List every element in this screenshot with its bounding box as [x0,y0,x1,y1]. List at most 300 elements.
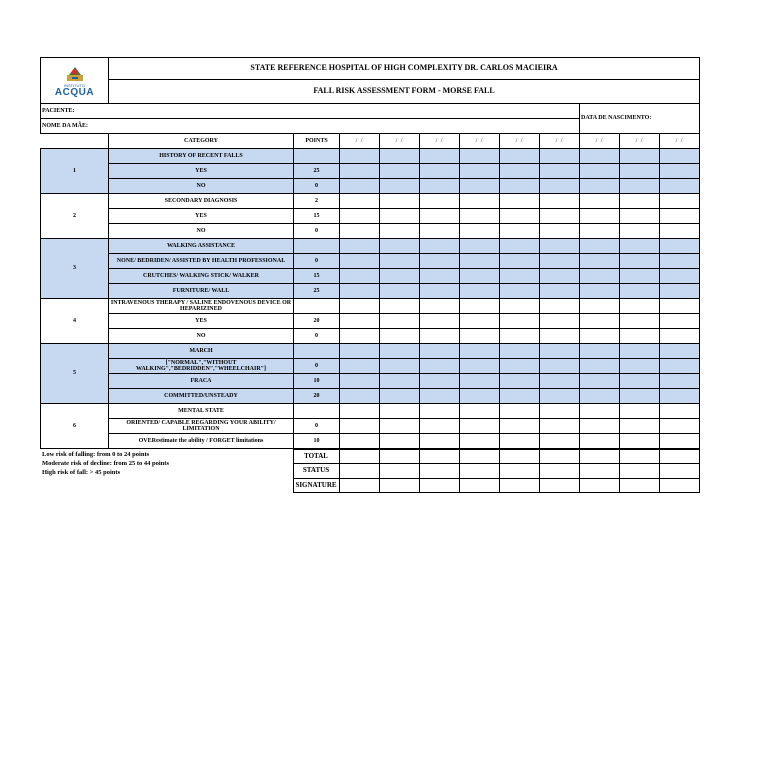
category-title-points: 2 [294,194,340,209]
score-cell[interactable] [620,314,660,329]
category-number: 6 [41,404,109,449]
score-cell[interactable] [340,239,380,254]
mother-name-field[interactable]: NOME DA MÃE: [41,119,580,134]
score-cell[interactable] [580,329,620,344]
score-cell[interactable] [500,254,540,269]
score-cell[interactable] [340,299,380,314]
option-label: YES [109,164,294,179]
option-label: FURNITURE/ WALL [109,284,294,299]
option-points: 20 [294,314,340,329]
category-option-row [41,284,700,299]
score-cell[interactable] [580,344,620,359]
score-cell[interactable] [380,374,420,389]
score-cell[interactable] [620,269,660,284]
score-cell[interactable] [580,374,620,389]
option-points: 0 [294,224,340,239]
paciente-field[interactable]: PACIENTE: [41,104,580,119]
option-label: CRUTCHES/ WALKING STICK/ WALKER [109,269,294,284]
total-cell[interactable] [579,450,619,464]
score-cell[interactable] [460,389,500,404]
score-cell[interactable] [420,164,460,179]
score-cell[interactable] [580,254,620,269]
score-cell[interactable] [460,404,500,419]
option-label: NO [109,329,294,344]
score-cell[interactable] [660,194,700,209]
birth-date-field[interactable]: DATA DE NASCIMENTO: [580,104,700,134]
score-cell[interactable] [540,149,580,164]
date-header[interactable]: / / [660,134,700,149]
score-cell[interactable] [540,419,580,434]
category-title-points [294,404,340,419]
score-cell[interactable] [380,209,420,224]
total-cell[interactable] [539,450,579,464]
score-cell[interactable] [620,224,660,239]
score-cell[interactable] [460,254,500,269]
score-cell[interactable] [420,179,460,194]
status-cell[interactable] [539,464,579,479]
score-cell[interactable] [420,209,460,224]
score-cell[interactable] [460,344,500,359]
score-cell[interactable] [660,359,700,374]
score-cell[interactable] [380,329,420,344]
score-cell[interactable] [340,344,380,359]
date-header[interactable]: / / [420,134,460,149]
score-cell[interactable] [500,374,540,389]
score-cell[interactable] [340,149,380,164]
category-option-row [41,329,700,344]
score-cell[interactable] [340,314,380,329]
score-cell[interactable] [340,329,380,344]
score-cell[interactable] [660,239,700,254]
score-cell[interactable] [580,419,620,434]
score-cell[interactable] [420,329,460,344]
category-title-row [41,239,700,254]
option-label: NO [109,224,294,239]
score-cell[interactable] [460,314,500,329]
score-cell[interactable] [420,434,460,449]
score-cell[interactable] [580,224,620,239]
score-cell[interactable] [340,419,380,434]
category-title-row [41,149,700,164]
score-cell[interactable] [540,209,580,224]
score-cell[interactable] [540,254,580,269]
score-cell[interactable] [340,194,380,209]
score-cell[interactable] [380,224,420,239]
score-cell[interactable] [460,284,500,299]
date-header[interactable]: / / [540,134,580,149]
category-title-row [41,194,700,209]
score-cell[interactable] [660,179,700,194]
score-cell[interactable] [500,419,540,434]
option-label: FRACA [109,374,294,389]
category-title-points [294,239,340,254]
hospital-name: STATE REFERENCE HOSPITAL OF HIGH COMPLEXITY DR. CARLOS MACIEIRA [109,58,700,80]
category-number: 3 [41,239,109,299]
signature-cell[interactable] [419,479,459,493]
score-cell[interactable] [420,269,460,284]
logo [41,58,109,104]
score-cell[interactable] [500,224,540,239]
status-cell[interactable] [659,464,699,479]
score-cell[interactable] [420,284,460,299]
score-cell[interactable] [420,299,460,314]
category-option-row [41,359,700,374]
legend-low: Low risk of falling: from 0 to 24 points [42,450,150,458]
score-cell[interactable] [380,434,420,449]
category-option-row [41,224,700,239]
score-cell[interactable] [580,194,620,209]
score-cell[interactable] [460,359,500,374]
score-cell[interactable] [620,299,660,314]
category-option-row [41,419,700,434]
score-cell[interactable] [420,194,460,209]
score-cell[interactable] [620,209,660,224]
score-cell[interactable] [540,194,580,209]
score-cell[interactable] [460,224,500,239]
score-cell[interactable] [500,284,540,299]
category-option-row [41,434,700,449]
option-label: ["NORMAL","WITHOUT WALKING","BEDRIDDEN","WHEELCHAIR"] [109,359,294,374]
category-title: HISTORY OF RECENT FALLS [109,149,294,164]
score-cell[interactable] [500,329,540,344]
score-cell[interactable] [540,179,580,194]
score-cell[interactable] [420,314,460,329]
score-cell[interactable] [580,299,620,314]
score-cell[interactable] [660,164,700,179]
total-label: TOTAL [293,450,339,464]
score-cell[interactable] [500,344,540,359]
score-cell[interactable] [420,239,460,254]
option-points: 25 [294,284,340,299]
score-cell[interactable] [460,419,500,434]
score-cell[interactable] [420,254,460,269]
score-cell[interactable] [500,359,540,374]
date-header[interactable]: / / [460,134,500,149]
category-title-row [41,299,700,314]
category-option-row [41,374,700,389]
score-cell[interactable] [500,149,540,164]
score-cell[interactable] [340,284,380,299]
score-cell[interactable] [340,209,380,224]
score-cell[interactable] [380,284,420,299]
score-cell[interactable] [380,164,420,179]
total-cell[interactable] [659,450,699,464]
score-cell[interactable] [460,209,500,224]
status-cell[interactable] [379,464,419,479]
score-cell[interactable] [340,269,380,284]
option-points: 0 [294,254,340,269]
category-option-row [41,164,700,179]
category-number: 4 [41,299,109,344]
category-title: INTRAVENOUS THERAPY / SALINE ENDOVENOUS DEVICE OR HEPARIZINED [109,299,294,314]
score-cell[interactable] [420,224,460,239]
score-cell[interactable] [620,164,660,179]
score-cell[interactable] [500,194,540,209]
option-label: OVERestimate the ability / FORGET limitations [109,434,294,449]
score-cell[interactable] [340,164,380,179]
category-title-row [41,344,700,359]
score-cell[interactable] [380,254,420,269]
score-cell[interactable] [420,419,460,434]
option-label: YES [109,314,294,329]
column-header-row [41,134,700,149]
score-cell[interactable] [340,179,380,194]
score-cell[interactable] [620,284,660,299]
form-title: FALL RISK ASSESSMENT FORM - MORSE FALL [109,80,700,104]
score-cell[interactable] [580,209,620,224]
score-cell[interactable] [660,149,700,164]
score-cell[interactable] [660,404,700,419]
date-header[interactable]: / / [340,134,380,149]
score-cell[interactable] [500,389,540,404]
score-cell[interactable] [340,254,380,269]
score-cell[interactable] [660,389,700,404]
score-cell[interactable] [660,254,700,269]
legend-moderate: Moderate risk of decline: from 25 to 44 points [42,459,169,467]
date-header[interactable]: / / [380,134,420,149]
signature-cell[interactable] [339,479,379,493]
score-cell[interactable] [620,434,660,449]
score-cell[interactable] [660,299,700,314]
option-label: COMMITTED/UNSTEADY [109,389,294,404]
score-cell[interactable] [620,389,660,404]
score-cell[interactable] [620,374,660,389]
score-cell[interactable] [580,239,620,254]
score-cell[interactable] [500,179,540,194]
signature-label: SIGNATURE [293,479,339,493]
score-cell[interactable] [580,164,620,179]
score-cell[interactable] [660,374,700,389]
category-number: 2 [41,194,109,239]
category-title: MENTAL STATE [109,404,294,419]
score-cell[interactable] [620,149,660,164]
score-cell[interactable] [580,314,620,329]
signature-cell[interactable] [379,479,419,493]
score-cell[interactable] [500,434,540,449]
score-cell[interactable] [460,434,500,449]
score-cell[interactable] [380,194,420,209]
score-cell[interactable] [500,269,540,284]
score-cell[interactable] [660,269,700,284]
score-cell[interactable] [500,164,540,179]
score-cell[interactable] [340,374,380,389]
score-cell[interactable] [380,299,420,314]
score-cell[interactable] [420,389,460,404]
score-cell[interactable] [660,434,700,449]
score-cell[interactable] [460,299,500,314]
category-option-row [41,179,700,194]
score-cell[interactable] [380,314,420,329]
score-cell[interactable] [660,344,700,359]
option-points: 10 [294,434,340,449]
score-cell[interactable] [580,149,620,164]
score-cell[interactable] [580,389,620,404]
logo-name: ACQUA [54,86,95,98]
score-cell[interactable] [540,374,580,389]
score-cell[interactable] [660,329,700,344]
status-cell[interactable] [619,464,659,479]
option-points: 10 [294,374,340,389]
score-cell[interactable] [500,404,540,419]
category-option-row [41,389,700,404]
signature-cell[interactable] [579,479,619,493]
score-cell[interactable] [580,404,620,419]
status-cell[interactable] [579,464,619,479]
score-cell[interactable] [540,344,580,359]
status-cell[interactable] [419,464,459,479]
footer-table [40,449,700,493]
option-label: NO [109,179,294,194]
score-cell[interactable] [380,239,420,254]
score-cell[interactable] [380,419,420,434]
score-cell[interactable] [420,149,460,164]
option-points: 0 [294,359,340,374]
score-cell[interactable] [460,164,500,179]
signature-cell[interactable] [659,479,699,493]
score-cell[interactable] [620,254,660,269]
score-cell[interactable] [460,329,500,344]
score-cell[interactable] [580,434,620,449]
score-cell[interactable] [580,359,620,374]
score-cell[interactable] [540,404,580,419]
signature-cell[interactable] [459,479,499,493]
score-cell[interactable] [380,344,420,359]
option-label: NONE/ BEDRIDEN/ ASSISTED BY HEALTH PROFESSIONAL [109,254,294,269]
score-cell[interactable] [500,239,540,254]
score-cell[interactable] [660,419,700,434]
score-cell[interactable] [380,404,420,419]
score-cell[interactable] [620,419,660,434]
option-points: 0 [294,179,340,194]
option-points: 15 [294,209,340,224]
score-cell[interactable] [580,284,620,299]
signature-cell[interactable] [619,479,659,493]
score-cell[interactable] [380,389,420,404]
option-points: 15 [294,269,340,284]
score-cell[interactable] [420,374,460,389]
date-header[interactable]: / / [500,134,540,149]
score-cell[interactable] [660,224,700,239]
score-cell[interactable] [660,314,700,329]
option-label: YES [109,209,294,224]
score-cell[interactable] [540,269,580,284]
logo-institute-text: INSTITUTO [63,82,86,88]
score-cell[interactable] [540,164,580,179]
score-cell[interactable] [500,299,540,314]
category-title: WALKING ASSISTANCE [109,239,294,254]
score-cell[interactable] [460,269,500,284]
score-cell[interactable] [380,269,420,284]
score-cell[interactable] [620,359,660,374]
score-cell[interactable] [620,404,660,419]
category-option-row [41,254,700,269]
score-cell[interactable] [540,239,580,254]
score-cell[interactable] [620,239,660,254]
status-label: STATUS [293,464,339,479]
score-cell[interactable] [420,359,460,374]
score-cell[interactable] [580,269,620,284]
score-cell[interactable] [620,329,660,344]
score-cell[interactable] [460,239,500,254]
score-cell[interactable] [420,344,460,359]
total-cell[interactable] [499,450,539,464]
score-cell[interactable] [500,209,540,224]
score-cell[interactable] [340,224,380,239]
signature-cell[interactable] [499,479,539,493]
score-cell[interactable] [340,389,380,404]
option-points: 20 [294,389,340,404]
total-cell[interactable] [379,450,419,464]
status-cell[interactable] [499,464,539,479]
score-cell[interactable] [380,359,420,374]
score-cell[interactable] [540,284,580,299]
score-cell[interactable] [620,194,660,209]
points-header: POINTS [294,134,340,149]
score-cell[interactable] [580,179,620,194]
score-cell[interactable] [660,209,700,224]
status-cell[interactable] [339,464,379,479]
status-cell[interactable] [459,464,499,479]
score-cell[interactable] [540,299,580,314]
score-cell[interactable] [460,374,500,389]
date-header[interactable]: / / [580,134,620,149]
score-cell[interactable] [340,359,380,374]
option-points: 0 [294,329,340,344]
score-cell[interactable] [540,434,580,449]
category-number: 1 [41,149,109,194]
total-cell[interactable] [619,450,659,464]
score-cell[interactable] [420,404,460,419]
score-cell[interactable] [340,434,380,449]
morse-fall-form [40,57,699,493]
score-cell[interactable] [620,179,660,194]
option-points: 0 [294,419,340,434]
total-cell[interactable] [339,450,379,464]
option-points: 25 [294,164,340,179]
score-cell[interactable] [340,404,380,419]
option-label: ORIENTED/ CAPABLE REGARDING YOUR ABILITY/ LIMITATION [109,419,294,434]
score-cell[interactable] [660,284,700,299]
score-cell[interactable] [460,149,500,164]
score-cell[interactable] [540,389,580,404]
category-title-points [294,344,340,359]
score-cell[interactable] [540,314,580,329]
score-cell[interactable] [380,149,420,164]
category-title-points [294,299,340,314]
score-cell[interactable] [380,179,420,194]
score-cell[interactable] [540,224,580,239]
category-title: MARCH [109,344,294,359]
category-option-row [41,314,700,329]
score-cell[interactable] [540,359,580,374]
total-cell[interactable] [459,450,499,464]
category-option-row [41,269,700,284]
category-header: CATEGORY [109,134,294,149]
score-cell[interactable] [540,329,580,344]
score-cell[interactable] [460,194,500,209]
category-title-points [294,149,340,164]
signature-cell[interactable] [539,479,579,493]
score-cell[interactable] [620,344,660,359]
score-cell[interactable] [460,179,500,194]
date-header[interactable]: / / [620,134,660,149]
total-cell[interactable] [419,450,459,464]
score-cell[interactable] [500,314,540,329]
legend-high: High risk of fall: > 45 points [42,468,121,476]
category-option-row [41,209,700,224]
form-table [40,57,700,449]
risk-legend [40,450,293,493]
